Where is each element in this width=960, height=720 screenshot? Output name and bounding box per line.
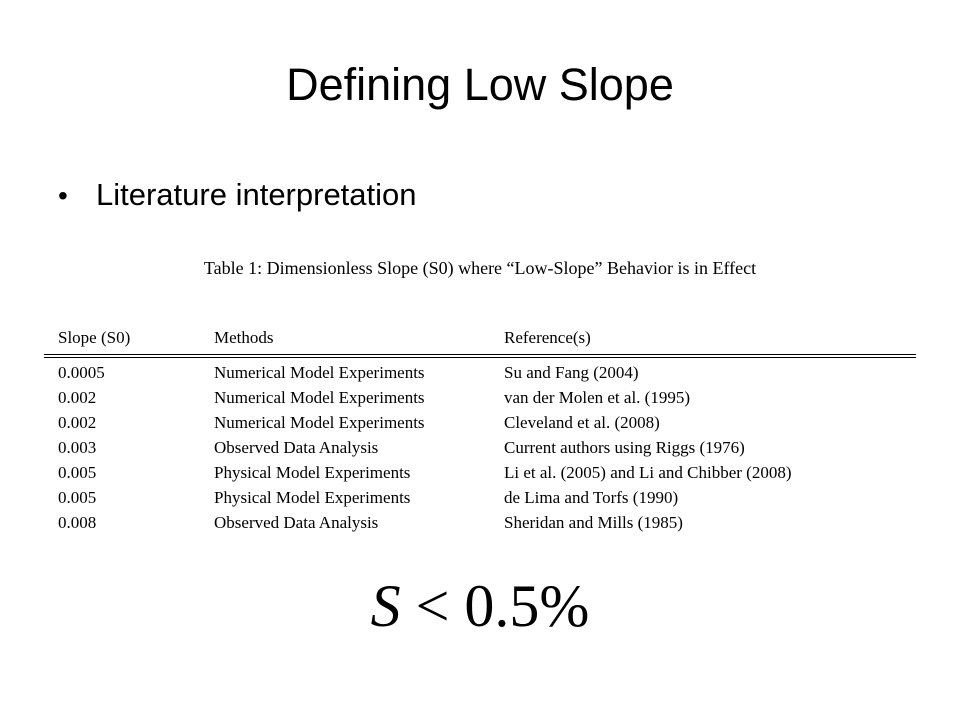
cell-slope: 0.002 bbox=[58, 413, 97, 432]
slide-title: Defining Low Slope bbox=[286, 59, 674, 110]
table-row bbox=[44, 485, 916, 510]
cell-method: Numerical Model Experiments bbox=[214, 413, 425, 432]
slope-table-grid bbox=[44, 328, 916, 535]
cell-method: Observed Data Analysis bbox=[214, 513, 379, 532]
table-header bbox=[44, 328, 916, 356]
cell-reference: van der Molen et al. (1995) bbox=[504, 388, 690, 407]
cell-reference: Cleveland et al. (2008) bbox=[504, 413, 660, 432]
table-row bbox=[44, 410, 916, 435]
table-caption: Table 1: Dimensionless Slope (S0) where “Low-Slope” Behavior is in Effect bbox=[203, 258, 757, 278]
cell-slope: 0.0005 bbox=[58, 363, 105, 382]
cell-method: Observed Data Analysis bbox=[214, 438, 379, 457]
formula-variable: S bbox=[370, 573, 401, 639]
table-row bbox=[44, 460, 916, 485]
slope-inequality bbox=[0, 572, 960, 641]
cell-method: Numerical Model Experiments bbox=[214, 363, 425, 382]
cell-method: Physical Model Experiments bbox=[214, 463, 411, 482]
cell-slope: 0.003 bbox=[58, 438, 97, 457]
cell-slope: 0.008 bbox=[58, 513, 97, 532]
table-body bbox=[44, 356, 916, 535]
slope-table bbox=[44, 328, 916, 535]
cell-method: Physical Model Experiments bbox=[214, 488, 411, 507]
bullet-text: Literature interpretation bbox=[96, 177, 417, 212]
cell-reference: Current authors using Riggs (1976) bbox=[504, 438, 745, 457]
table-row bbox=[44, 385, 916, 410]
table-header-row bbox=[44, 328, 916, 356]
column-header-slope: Slope (S0) bbox=[58, 328, 131, 347]
bullet-item bbox=[58, 176, 417, 213]
table-row bbox=[44, 510, 916, 535]
cell-slope: 0.005 bbox=[58, 488, 97, 507]
bullet-dot-icon: • bbox=[58, 180, 68, 211]
formula-value: 0.5% bbox=[464, 573, 590, 639]
cell-reference: Su and Fang (2004) bbox=[504, 363, 639, 382]
column-header-methods: Methods bbox=[214, 328, 274, 347]
cell-reference: Li et al. (2005) and Li and Chibber (2008) bbox=[504, 463, 792, 482]
table-row bbox=[44, 356, 916, 385]
cell-method: Numerical Model Experiments bbox=[214, 388, 425, 407]
formula-relation: < bbox=[415, 573, 450, 639]
cell-slope: 0.002 bbox=[58, 388, 97, 407]
table-row bbox=[44, 435, 916, 460]
cell-slope: 0.005 bbox=[58, 463, 97, 482]
cell-reference: de Lima and Torfs (1990) bbox=[504, 488, 679, 507]
column-header-references: Reference(s) bbox=[504, 328, 591, 347]
cell-reference: Sheridan and Mills (1985) bbox=[504, 513, 683, 532]
